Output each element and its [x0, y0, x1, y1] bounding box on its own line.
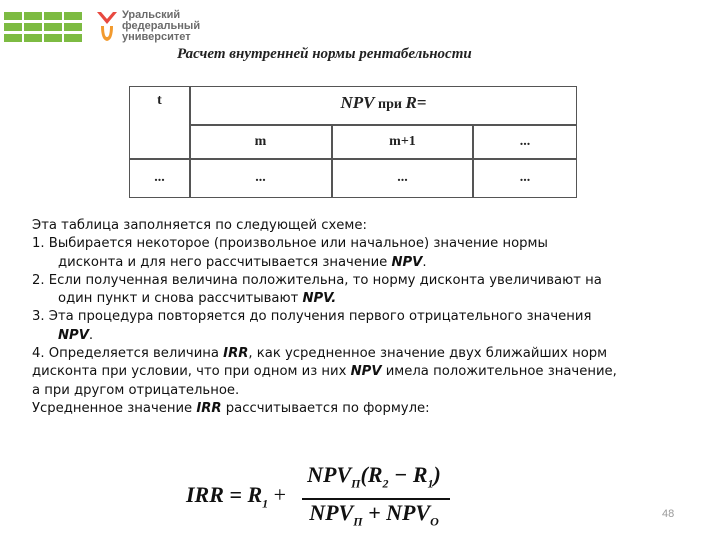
step-3-line-1: 3. Эта процедура повторяется до получения первого отрицательного значения: [32, 309, 592, 325]
formula-sub: О: [430, 514, 439, 529]
text-span: Усредненное значение: [32, 400, 197, 416]
table-cell-m: m: [254, 134, 267, 149]
table-cell-ellipsis: ...: [154, 170, 165, 185]
page-number: 48: [662, 508, 675, 520]
table-cell-ellipsis: ...: [519, 134, 531, 149]
formula-text: IRR = R: [186, 482, 263, 507]
table-cell-ellipsis: ...: [519, 170, 531, 185]
npv-term: NPV: [350, 364, 382, 380]
logo-grid: [4, 12, 88, 44]
npv-label: NPV: [340, 93, 375, 112]
university-line-1: Уральский: [122, 9, 181, 21]
university-logo-icon: [95, 10, 119, 44]
formula-text: ): [433, 462, 441, 487]
text-span: 4. Определяется величина: [32, 346, 224, 362]
text-span: рассчитывается по формуле:: [221, 400, 430, 416]
table-header-t: t: [157, 93, 162, 108]
slide-title: Расчет внутренней нормы рентабельности: [177, 46, 472, 62]
text-span: .: [88, 327, 94, 343]
formula-sub: П: [353, 514, 363, 529]
formula-sub: 2: [382, 476, 389, 491]
university-name: [122, 10, 200, 43]
formula-text: (R: [360, 462, 383, 487]
text-span: дисконта и для него рассчитывается значение: [58, 254, 392, 270]
pri-label: при: [374, 97, 406, 112]
step-2-line-1: 2. Если полученная величина положительна, то норму дисконта увеличивают на: [32, 272, 602, 288]
body-text: [32, 217, 702, 418]
formula-text: NPV: [307, 462, 352, 487]
table-header-npv: [190, 93, 577, 113]
formula-sub: 1: [427, 476, 434, 491]
step-4-line-1: [32, 345, 702, 363]
text-span: один пункт и снова рассчитывают: [58, 291, 303, 307]
r-label: R=: [405, 93, 427, 112]
step-2-line-2: [32, 290, 702, 308]
table-cell-ellipsis: ...: [397, 170, 408, 185]
npv-term: NPV: [391, 254, 423, 270]
text-span: , как усредненное значение двух ближайших норм: [248, 346, 608, 362]
text-span: .: [422, 254, 427, 270]
step-4-line-3: а при другом отрицательное.: [32, 382, 240, 398]
formula-denominator: [298, 500, 450, 529]
npv-table: [129, 86, 577, 198]
irr-term: IRR: [196, 400, 222, 416]
step-1-line-1: 1. Выбирается некоторое (произвольное или начальное) значение нормы: [32, 236, 548, 252]
university-line-3: университет: [122, 31, 191, 43]
step-4-line-2: [32, 363, 702, 381]
table-cell-ellipsis: ...: [255, 170, 266, 185]
table-cell-m-plus-1: m+1: [389, 134, 416, 149]
formula-numerator: [298, 462, 450, 491]
university-line-2: федеральный: [122, 20, 201, 32]
irr-term: IRR: [223, 346, 249, 362]
formula-lhs: [186, 482, 286, 511]
step-3-line-2: [32, 327, 702, 345]
final-line: [32, 400, 702, 418]
npv-term: NPV: [58, 327, 89, 343]
formula-text: + NPV: [362, 500, 431, 525]
text-span: имела положительное значение,: [381, 364, 617, 380]
formula-text: NPV: [309, 500, 354, 525]
intro-line: Эта таблица заполняется по следующей схеме:: [32, 218, 367, 233]
formula-plus: +: [268, 482, 287, 507]
npv-term: NPV.: [302, 291, 337, 307]
formula-sub: 1: [262, 496, 269, 511]
step-1-line-2: [32, 254, 702, 272]
text-span: дисконта при условии, что при одном из них: [32, 364, 351, 380]
formula-sub: П: [351, 476, 361, 491]
formula-text: − R: [388, 462, 428, 487]
